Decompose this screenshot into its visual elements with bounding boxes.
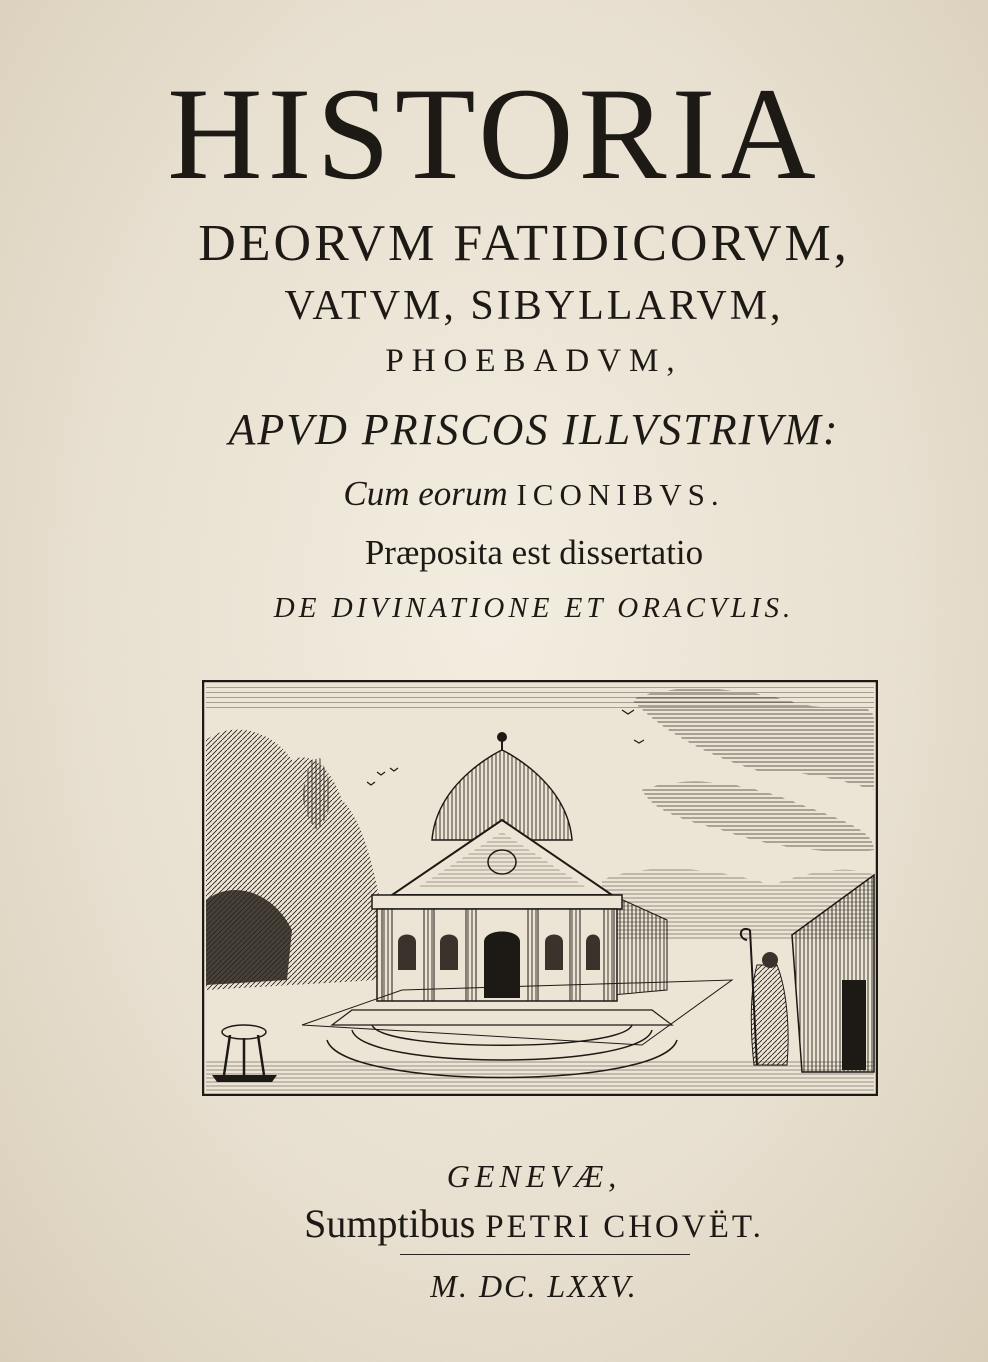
cum-word: Cum (343, 474, 410, 513)
subtitle-line-5 (40, 476, 988, 511)
publisher-name: PETRI CHOVËT. (485, 1209, 764, 1245)
sumptibus-word: Sumptibus (304, 1201, 476, 1246)
main-title: HISTORIA (167, 60, 821, 207)
imprint-publisher (40, 1201, 988, 1246)
temple-engraving (202, 680, 878, 1096)
subtitle-line-3: PHOEBADVM, (385, 343, 683, 379)
imprint-city: GENEVÆ, (446, 1158, 622, 1194)
subtitle-line-1: DEORVM FATIDICORVM, (198, 215, 850, 272)
subtitle-line-2: VATVM, SIBYLLARVM, (284, 283, 784, 329)
imprint-rule (400, 1254, 690, 1255)
eorum-word: eorum (418, 474, 508, 513)
subtitle-line-7: DE DIVINATIONE ET ORACVLIS. (273, 592, 795, 624)
subtitle-line-6: Præposita est dissertatio (364, 533, 704, 572)
imprint-year: M. DC. LXXV. (430, 1268, 638, 1304)
subtitle-line-4: APVD PRISCOS ILLVSTRIVM: (228, 405, 840, 454)
iconibus-word: ICONIBVS. (516, 477, 725, 512)
